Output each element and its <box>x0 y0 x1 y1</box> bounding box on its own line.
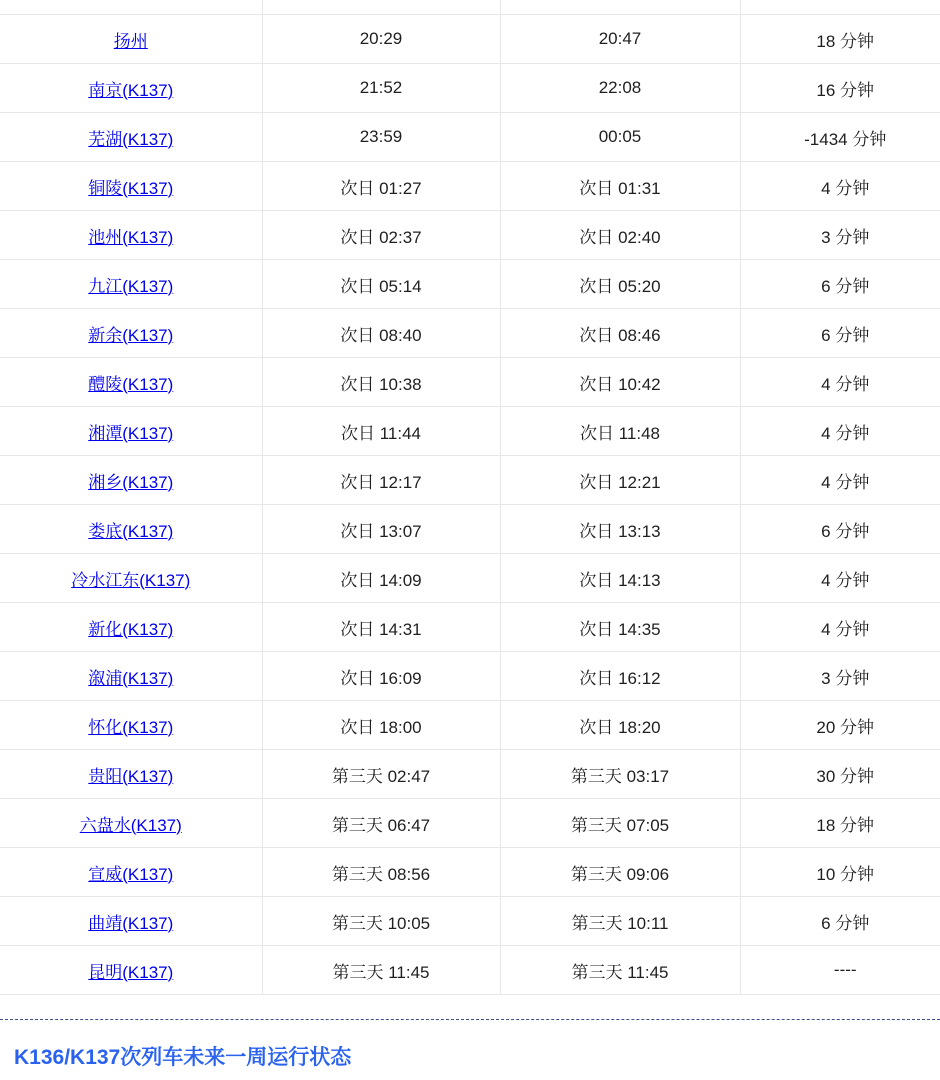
table-row <box>0 554 940 603</box>
station-link[interactable]: 娄底(K137) <box>88 521 174 541</box>
departure-time-cell: 次日 02:40 <box>500 211 740 260</box>
arrival-time-cell: 次日 05:14 <box>262 260 500 309</box>
station-cell <box>0 701 262 750</box>
stop-duration-cell: 6 分钟 <box>740 260 940 309</box>
station-cell <box>0 358 262 407</box>
arrival-time-cell: 第三天 10:05 <box>262 897 500 946</box>
station-link[interactable]: 铜陵(K137) <box>88 178 174 198</box>
station-link[interactable]: 九江(K137) <box>88 276 174 296</box>
station-cell <box>0 652 262 701</box>
station-link[interactable]: 芜湖(K137) <box>88 129 174 149</box>
arrival-time-cell: 第三天 02:47 <box>262 750 500 799</box>
station-cell <box>0 750 262 799</box>
departure-time-cell: 次日 05:20 <box>500 260 740 309</box>
stop-duration-cell: 4 分钟 <box>740 456 940 505</box>
stop-duration-cell: 6 分钟 <box>740 505 940 554</box>
departure-time-cell: 次日 14:35 <box>500 603 740 652</box>
station-link[interactable]: 曲靖(K137) <box>88 913 174 933</box>
table-row <box>0 113 940 162</box>
stop-duration-cell: 3 分钟 <box>740 652 940 701</box>
table-row <box>0 701 940 750</box>
stop-duration-cell: 4 分钟 <box>740 554 940 603</box>
table-row <box>0 897 940 946</box>
station-link[interactable]: 贵阳(K137) <box>88 766 174 786</box>
station-link[interactable]: 六盘水(K137) <box>79 815 182 835</box>
arrival-time-cell: 次日 14:31 <box>262 603 500 652</box>
station-cell <box>0 799 262 848</box>
station-link[interactable]: 冷水江东(K137) <box>71 570 191 590</box>
table-row <box>0 848 940 897</box>
arrival-time-cell: 次日 13:07 <box>262 505 500 554</box>
station-cell <box>0 162 262 211</box>
stop-duration-cell: 3 分钟 <box>740 211 940 260</box>
stop-duration-cell <box>740 0 940 15</box>
departure-time-cell: 第三天 07:05 <box>500 799 740 848</box>
station-cell <box>0 211 262 260</box>
arrival-time-cell: 次日 02:37 <box>262 211 500 260</box>
table-row <box>0 750 940 799</box>
departure-time-cell: 次日 11:48 <box>500 407 740 456</box>
station-link[interactable]: 南京(K137) <box>88 80 174 100</box>
station-cell <box>0 456 262 505</box>
table-row <box>0 15 940 64</box>
stop-duration-cell: ---- <box>740 946 940 995</box>
station-link[interactable]: 昆明(K137) <box>88 962 174 982</box>
dashed-divider <box>0 1019 940 1020</box>
departure-time-cell: 次日 08:46 <box>500 309 740 358</box>
table-row <box>0 211 940 260</box>
table-row <box>0 946 940 995</box>
table-row <box>0 799 940 848</box>
table-row <box>0 407 940 456</box>
station-link[interactable]: 醴陵(K137) <box>88 374 174 394</box>
station-link[interactable]: 湘潭(K137) <box>88 423 174 443</box>
arrival-time-cell: 次日 11:44 <box>262 407 500 456</box>
arrival-time-cell: 次日 14:09 <box>262 554 500 603</box>
departure-time-cell: 次日 13:13 <box>500 505 740 554</box>
arrival-time-cell: 次日 08:40 <box>262 309 500 358</box>
station-cell <box>0 15 262 64</box>
stop-duration-cell: 6 分钟 <box>740 309 940 358</box>
arrival-time-cell: 第三天 08:56 <box>262 848 500 897</box>
partial-table-row <box>0 0 940 15</box>
stop-duration-cell: 18 分钟 <box>740 15 940 64</box>
station-cell <box>0 407 262 456</box>
stop-duration-cell: 4 分钟 <box>740 358 940 407</box>
stop-duration-cell: -1434 分钟 <box>740 113 940 162</box>
table-row <box>0 603 940 652</box>
station-cell <box>0 848 262 897</box>
station-cell <box>0 946 262 995</box>
stop-duration-cell: 16 分钟 <box>740 64 940 113</box>
station-link[interactable]: 扬州 <box>113 31 148 51</box>
stop-duration-cell: 4 分钟 <box>740 407 940 456</box>
table-row <box>0 64 940 113</box>
departure-time-cell: 00:05 <box>500 113 740 162</box>
departure-time-cell: 第三天 10:11 <box>500 897 740 946</box>
station-link[interactable]: 溆浦(K137) <box>88 668 174 688</box>
table-row <box>0 505 940 554</box>
station-link[interactable]: 宣威(K137) <box>88 864 174 884</box>
stop-duration-cell: 30 分钟 <box>740 750 940 799</box>
station-link[interactable]: 湘乡(K137) <box>88 472 174 492</box>
station-cell <box>0 0 262 15</box>
station-cell <box>0 260 262 309</box>
departure-time-cell: 次日 14:13 <box>500 554 740 603</box>
section-heading: K136/K137次列车未来一周运行状态 <box>14 1046 352 1069</box>
arrival-time-cell: 21:52 <box>262 64 500 113</box>
station-link[interactable]: 怀化(K137) <box>88 717 174 737</box>
station-cell <box>0 505 262 554</box>
table-row <box>0 456 940 505</box>
table-row <box>0 652 940 701</box>
departure-time-cell <box>500 0 740 15</box>
arrival-time-cell: 第三天 06:47 <box>262 799 500 848</box>
stop-duration-cell: 10 分钟 <box>740 848 940 897</box>
departure-time-cell: 20:47 <box>500 15 740 64</box>
departure-time-cell: 次日 12:21 <box>500 456 740 505</box>
station-link[interactable]: 新余(K137) <box>88 325 174 345</box>
departure-time-cell: 次日 18:20 <box>500 701 740 750</box>
arrival-time-cell: 次日 10:38 <box>262 358 500 407</box>
stop-duration-cell: 20 分钟 <box>740 701 940 750</box>
station-link[interactable]: 池州(K137) <box>88 227 174 247</box>
station-cell <box>0 309 262 358</box>
station-link[interactable]: 新化(K137) <box>88 619 174 639</box>
arrival-time-cell: 次日 16:09 <box>262 652 500 701</box>
departure-time-cell: 第三天 09:06 <box>500 848 740 897</box>
table-row <box>0 162 940 211</box>
station-cell <box>0 603 262 652</box>
departure-time-cell: 第三天 03:17 <box>500 750 740 799</box>
station-cell <box>0 554 262 603</box>
arrival-time-cell: 20:29 <box>262 15 500 64</box>
stop-duration-cell: 18 分钟 <box>740 799 940 848</box>
arrival-time-cell: 次日 12:17 <box>262 456 500 505</box>
stop-duration-cell: 4 分钟 <box>740 162 940 211</box>
departure-time-cell: 第三天 11:45 <box>500 946 740 995</box>
stop-duration-cell: 6 分钟 <box>740 897 940 946</box>
station-cell <box>0 64 262 113</box>
arrival-time-cell: 次日 18:00 <box>262 701 500 750</box>
departure-time-cell: 次日 01:31 <box>500 162 740 211</box>
departure-time-cell: 22:08 <box>500 64 740 113</box>
station-cell <box>0 897 262 946</box>
table-row <box>0 309 940 358</box>
departure-time-cell: 次日 10:42 <box>500 358 740 407</box>
arrival-time-cell: 23:59 <box>262 113 500 162</box>
table-row <box>0 260 940 309</box>
station-cell <box>0 113 262 162</box>
departure-time-cell: 次日 16:12 <box>500 652 740 701</box>
table-row <box>0 358 940 407</box>
arrival-time-cell: 次日 01:27 <box>262 162 500 211</box>
arrival-time-cell: 第三天 11:45 <box>262 946 500 995</box>
arrival-time-cell <box>262 0 500 15</box>
stop-duration-cell: 4 分钟 <box>740 603 940 652</box>
